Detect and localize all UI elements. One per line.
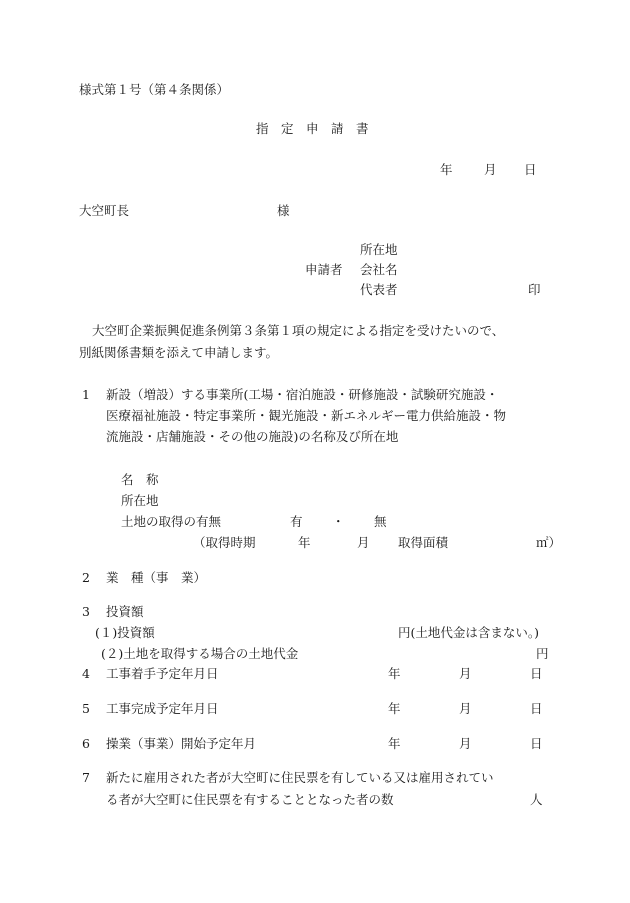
item1-number: 1 [82,387,90,402]
item4-label: 工事着手予定年月日 [106,666,219,681]
item7-line-1: 新たに雇用された者が大空町に住民票を有している又は雇用されてい [106,770,494,785]
acquisition-year: 年 [298,535,311,550]
item5-year: 年 [388,701,401,716]
land-acquisition-label: 土地の取得の有無 [121,514,222,529]
item4-day: 日 [530,666,543,681]
investment-amount-unit: 円(土地代金は含まない。) [398,625,540,640]
item6-day: 日 [530,736,543,751]
item4-number: 4 [82,666,90,681]
investment-amount-label: (１)投資額 [95,625,155,640]
item5-day: 日 [530,701,543,716]
item4-year: 年 [388,666,401,681]
item1-line-3: 流施設・店舗施設・その他の施設)の名称及び所在地 [106,429,399,444]
item2-label: 業 種（事 業） [106,570,207,585]
item3-number: 3 [82,604,90,619]
item3-label: 投資額 [106,604,144,619]
acquisition-area-label: 取得面積 [398,535,449,550]
item5-label: 工事完成予定年月日 [106,701,219,716]
land-yes: 有 [290,514,303,529]
item6-label: 操業（事業）開始予定年月 [106,736,257,751]
item5-month: 月 [459,701,472,716]
addressee-name: 大空町長 [79,203,130,218]
item1-line-1: 新設（増設）する事業所(工場・宿泊施設・研修施設・試験研究施設・ [106,387,499,402]
acquisition-month: 月 [357,535,370,550]
form-number: 様式第１号（第４条関係） [79,82,230,97]
item2-number: 2 [82,570,90,585]
facility-location-label: 所在地 [121,493,159,508]
item7-unit: 人 [530,792,543,807]
item5-number: 5 [82,701,90,716]
land-cost-unit: 円 [536,646,549,661]
applicant-address-label: 所在地 [360,242,398,257]
item1-line-2: 医療福祉施設・特定事業所・観光施設・新エネルギー電力供給施設・物 [106,408,507,423]
body-line-2: 別紙関係書類を添えて申請します。 [79,345,279,360]
date-year: 年 [440,162,453,177]
seal-mark: 印 [528,282,541,297]
item6-month: 月 [459,736,472,751]
body-line-1: 大空町企業振興促進条例第３条第１項の規定による指定を受けたいので、 [92,323,505,338]
applicant-representative-label: 代表者 [360,282,398,297]
facility-name-label: 名 称 [121,472,159,487]
item4-month: 月 [459,666,472,681]
addressee-honorific: 様 [277,203,290,218]
item7-line-2: る者が大空町に住民票を有することとなった者の数 [106,792,394,807]
item6-year: 年 [388,736,401,751]
page-title: 指 定 申 請 書 [256,121,369,136]
land-cost-label: (２)土地を取得する場合の土地代金 [101,646,299,661]
land-no: 無 [374,514,387,529]
acquisition-area-unit: ㎡） [536,535,562,550]
land-separator: ・ [332,514,345,529]
item7-number: 7 [82,770,90,785]
acquisition-period-label: （取得時期 [193,535,256,550]
item6-number: 6 [82,736,90,751]
applicant-label: 申請者 [305,262,343,277]
date-month: 月 [484,162,497,177]
date-day: 日 [524,162,537,177]
applicant-company-label: 会社名 [360,262,398,277]
